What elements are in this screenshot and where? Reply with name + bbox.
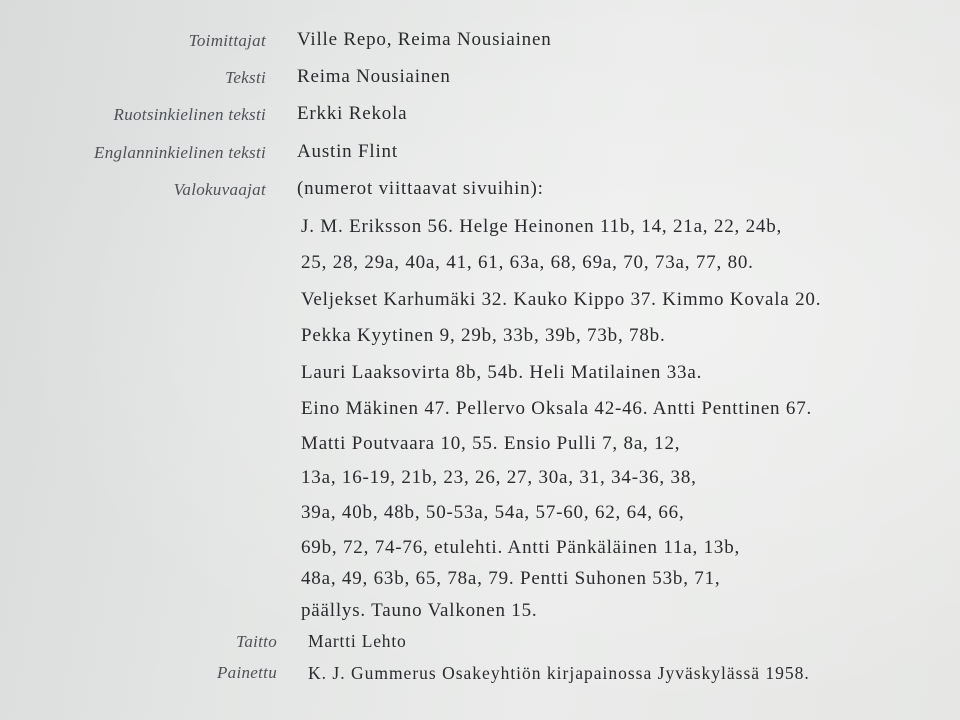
photographer-line: Lauri Laaksovirta 8b, 54b. Heli Matilainen 33a. — [301, 362, 703, 383]
layout-value: Martti Lehto — [308, 631, 407, 651]
printed-value: K. J. Gummerus Osakeyhtiön kirjapainossa Jyväskylässä 1958. — [308, 663, 810, 683]
printed-label: Painettu — [217, 663, 277, 682]
photographer-line: 69b, 72, 74-76, etulehti. Antti Pänkäläinen 11a, 13b, — [301, 537, 741, 558]
photographers-label: Valokuvaajat — [173, 180, 266, 199]
photographers-note: (numerot viittaavat sivuihin): — [297, 178, 544, 199]
photographer-line: Veljekset Karhumäki 32. Kauko Kippo 37. Kimmo Kovala 20. — [301, 289, 822, 310]
editors-value: Ville Repo, Reima Nousiainen — [297, 29, 552, 50]
text-label: Teksti — [225, 68, 266, 87]
photographer-line: päällys. Tauno Valkonen 15. — [301, 600, 538, 621]
photographer-line: Pekka Kyytinen 9, 29b, 33b, 39b, 73b, 78b. — [301, 325, 666, 346]
text-value: Reima Nousiainen — [297, 66, 451, 87]
photographer-line: 48a, 49, 63b, 65, 78a, 79. Pentti Suhonen 53b, 71, — [301, 568, 721, 589]
swedish-text-value: Erkki Rekola — [297, 103, 408, 124]
photographer-line: 39a, 40b, 48b, 50-53a, 54a, 57-60, 62, 64, 66, — [301, 502, 685, 523]
english-text-value: Austin Flint — [297, 141, 398, 162]
photographer-line: 25, 28, 29a, 40a, 41, 61, 63a, 68, 69a, 70, 73a, 77, 80. — [301, 252, 754, 273]
editors-label: Toimittajat — [188, 31, 266, 50]
photographer-line: J. M. Eriksson 56. Helge Heinonen 11b, 14, 21a, 22, 24b, — [301, 216, 783, 237]
english-text-label: Englanninkielinen teksti — [94, 143, 266, 162]
photographer-line: Eino Mäkinen 47. Pellervo Oksala 42-46. Antti Penttinen 67. — [301, 398, 813, 419]
photographer-line: 13a, 16-19, 21b, 23, 26, 27, 30a, 31, 34-36, 38, — [301, 467, 697, 488]
photographer-line: Matti Poutvaara 10, 55. Ensio Pulli 7, 8a, 12, — [301, 433, 681, 454]
layout-label: Taitto — [236, 632, 277, 651]
swedish-text-label: Ruotsinkielinen teksti — [113, 105, 266, 124]
